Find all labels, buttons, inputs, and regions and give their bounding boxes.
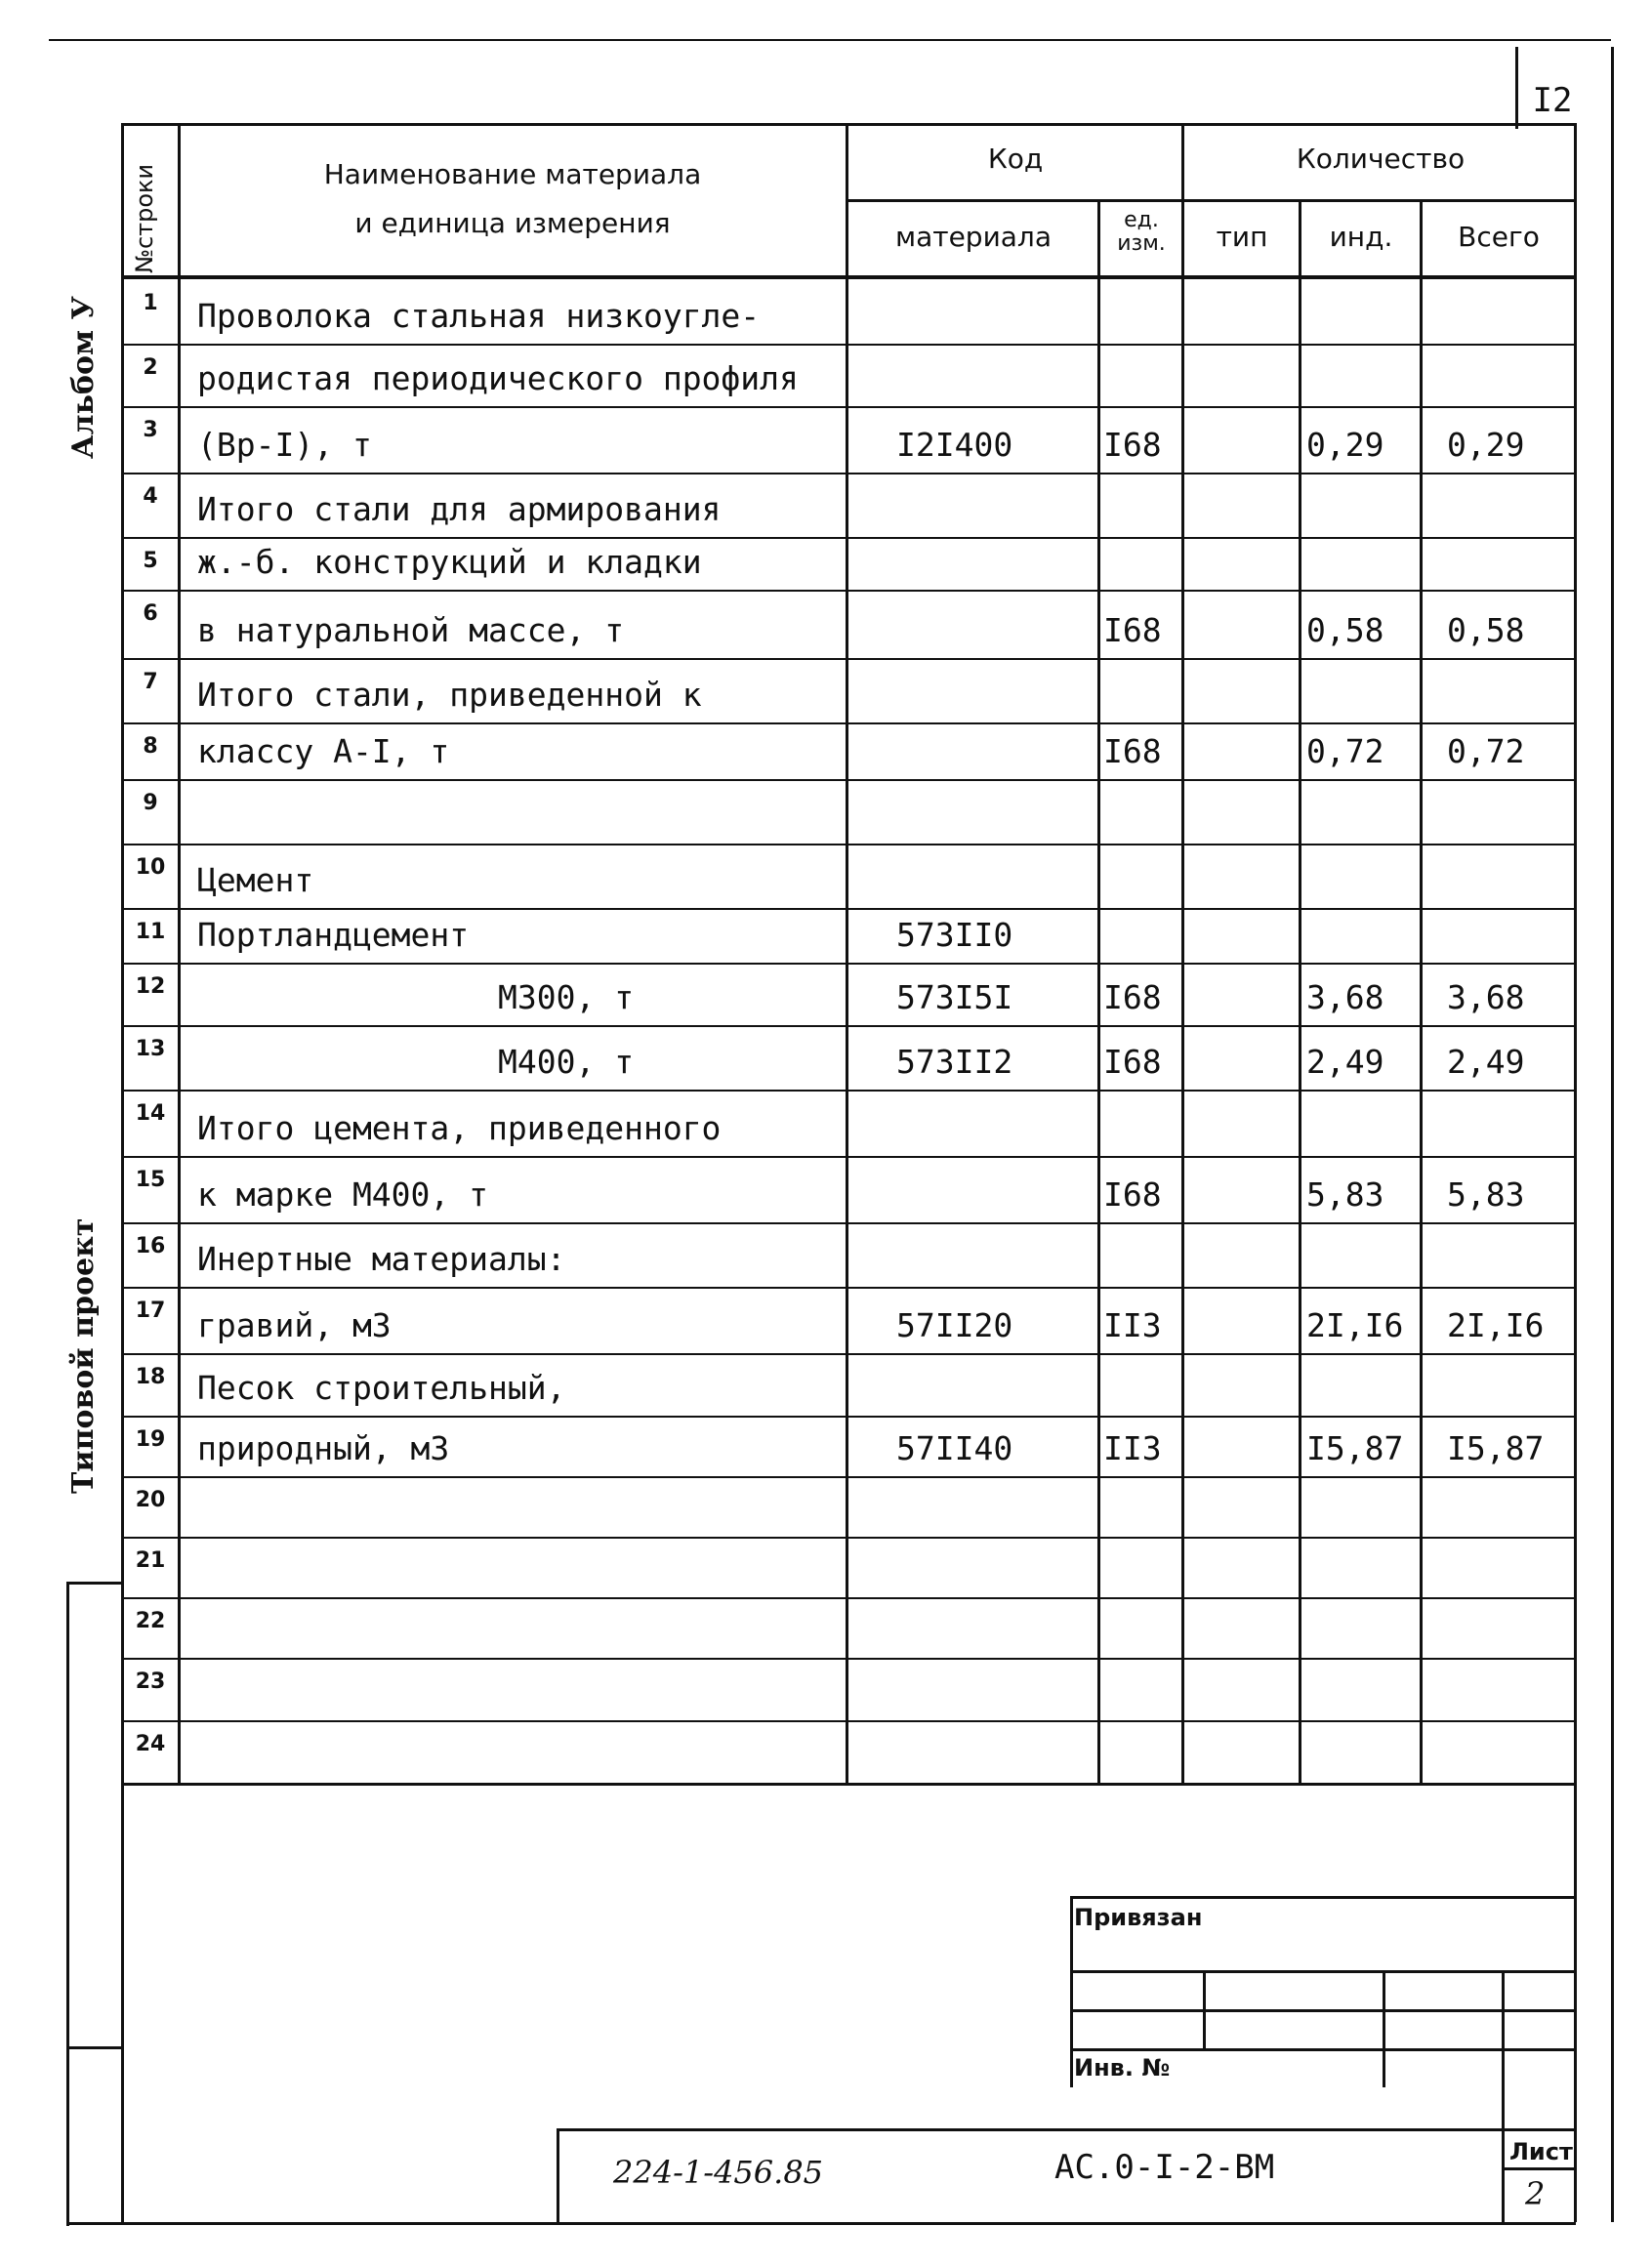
cell-name: Итого цемента, приведенного bbox=[197, 1109, 722, 1147]
row-number: 23 bbox=[135, 1669, 166, 1694]
stamp-attached-label: Привязан bbox=[1074, 1904, 1203, 1931]
sheet-bottom-border bbox=[66, 2222, 1576, 2225]
cell-ind: 0,72 bbox=[1306, 732, 1384, 770]
margin-stub-mid bbox=[66, 2046, 123, 2049]
header-row-number: №строки bbox=[131, 163, 158, 273]
header-qty-ind: инд. bbox=[1329, 221, 1393, 253]
title-block-left bbox=[557, 2128, 559, 2222]
row-separator bbox=[121, 963, 1576, 965]
cell-code: 573I5I bbox=[896, 978, 1013, 1016]
row-number: 16 bbox=[135, 1234, 166, 1258]
row-number: 4 bbox=[143, 484, 158, 509]
stamp-col-3 bbox=[1502, 1970, 1505, 2222]
row-separator bbox=[121, 1476, 1576, 1478]
table-bottom-border bbox=[121, 1783, 1576, 1786]
cell-total: 0,58 bbox=[1447, 611, 1525, 649]
row-separator bbox=[121, 722, 1576, 724]
cell-name: Проволока стальная низкоугле- bbox=[197, 297, 761, 335]
cell-ind: 0,29 bbox=[1306, 426, 1384, 464]
cell-unit: II3 bbox=[1103, 1306, 1162, 1344]
header-subdivider bbox=[846, 199, 1576, 202]
cell-name: Портландцемент bbox=[197, 916, 470, 954]
rownum-column-line bbox=[178, 123, 181, 1783]
row-number: 10 bbox=[135, 855, 166, 880]
cell-unit: I68 bbox=[1103, 732, 1162, 770]
header-qty-total: Всего bbox=[1458, 221, 1540, 253]
cell-code: I2I400 bbox=[896, 426, 1013, 464]
handwritten-number: 224-1-456.85 bbox=[613, 2154, 824, 2191]
side-label-project: Типовой проект bbox=[66, 1217, 101, 1494]
cell-unit: I68 bbox=[1103, 426, 1162, 464]
document-code: АС.0-I-2-ВМ bbox=[1054, 2148, 1275, 2187]
row-number: 8 bbox=[143, 734, 158, 759]
table-right-border bbox=[1574, 123, 1577, 2222]
code-column-line bbox=[846, 123, 848, 1783]
header-qty-group: Количество bbox=[1296, 143, 1466, 175]
row-number: 14 bbox=[135, 1101, 166, 1126]
row-separator bbox=[121, 406, 1576, 408]
cell-name: М300, т bbox=[498, 978, 635, 1016]
cell-ind: 2,49 bbox=[1306, 1043, 1384, 1081]
row-number: 18 bbox=[135, 1365, 166, 1389]
sheet-label-divider bbox=[1502, 2167, 1576, 2170]
row-number: 2 bbox=[143, 355, 158, 380]
stamp-col-2 bbox=[1383, 1970, 1385, 2087]
cell-name: Цемент bbox=[197, 861, 314, 899]
ind-column-line bbox=[1299, 199, 1301, 1783]
cell-name: в натуральной массе, т bbox=[197, 611, 625, 649]
cell-total: I5,87 bbox=[1447, 1429, 1545, 1467]
row-separator bbox=[121, 1222, 1576, 1224]
row-number: 6 bbox=[143, 601, 158, 626]
cell-ind: 2I,I6 bbox=[1306, 1306, 1404, 1344]
cell-name: родистая периодического профиля bbox=[197, 359, 799, 397]
stamp-inv-label: Инв. № bbox=[1074, 2054, 1171, 2082]
row-number: 21 bbox=[135, 1548, 166, 1573]
stamp-line-3 bbox=[1070, 2048, 1576, 2051]
row-number: 15 bbox=[135, 1168, 166, 1192]
row-separator bbox=[121, 344, 1576, 346]
sheet-number: I2 bbox=[1532, 81, 1573, 120]
cell-ind: 0,58 bbox=[1306, 611, 1384, 649]
cell-name: Инертные материалы: bbox=[197, 1240, 566, 1278]
total-column-line bbox=[1420, 199, 1423, 1783]
cell-code: 573II2 bbox=[896, 1043, 1013, 1081]
row-separator bbox=[121, 908, 1576, 910]
table-top-border bbox=[121, 123, 1576, 126]
row-separator bbox=[121, 1156, 1576, 1158]
cell-name: природный, м3 bbox=[197, 1429, 450, 1467]
margin-stub-line bbox=[66, 1582, 69, 2226]
cell-ind: 3,68 bbox=[1306, 978, 1384, 1016]
row-separator bbox=[121, 1025, 1576, 1027]
row-number: 13 bbox=[135, 1037, 166, 1061]
cell-total: 2,49 bbox=[1447, 1043, 1525, 1081]
cell-name: Итого стали для армирования bbox=[197, 490, 722, 528]
row-number: 20 bbox=[135, 1488, 166, 1512]
cell-unit: I68 bbox=[1103, 611, 1162, 649]
row-number: 17 bbox=[135, 1298, 166, 1323]
row-separator bbox=[121, 590, 1576, 592]
row-separator bbox=[121, 537, 1576, 539]
cell-total: 5,83 bbox=[1447, 1175, 1525, 1214]
cell-unit: II3 bbox=[1103, 1429, 1162, 1467]
cell-total: 2I,I6 bbox=[1447, 1306, 1545, 1344]
stamp-col-1 bbox=[1203, 1970, 1206, 2048]
row-separator bbox=[121, 1090, 1576, 1092]
header-bottom-border bbox=[121, 275, 1576, 279]
row-separator bbox=[121, 1287, 1576, 1289]
row-separator bbox=[121, 1537, 1576, 1539]
row-number: 12 bbox=[135, 974, 166, 999]
cell-name: (Вр-I), т bbox=[197, 426, 372, 464]
row-separator bbox=[121, 779, 1576, 781]
cell-name: ж.-б. конструкций и кладки bbox=[197, 543, 702, 581]
stamp-top bbox=[1070, 1896, 1576, 1899]
cell-unit: I68 bbox=[1103, 1043, 1162, 1081]
header-code-unit: ед. изм. bbox=[1117, 208, 1166, 256]
row-number: 5 bbox=[143, 549, 158, 573]
top-border bbox=[49, 39, 1611, 41]
row-separator bbox=[121, 1597, 1576, 1599]
cell-name: Итого стали, приведенной к bbox=[197, 676, 702, 714]
cell-code: 57II20 bbox=[896, 1306, 1013, 1344]
header-code-group: Код bbox=[987, 143, 1044, 175]
cell-name: Песок строительный, bbox=[197, 1369, 566, 1407]
cell-ind: 5,83 bbox=[1306, 1175, 1384, 1214]
cell-unit: I68 bbox=[1103, 1175, 1162, 1214]
row-separator bbox=[121, 844, 1576, 845]
header-code-material: материала bbox=[894, 221, 1052, 253]
cell-total: 0,29 bbox=[1447, 426, 1525, 464]
cell-name: М400, т bbox=[498, 1043, 635, 1081]
row-separator bbox=[121, 1720, 1576, 1722]
row-number: 1 bbox=[143, 291, 158, 315]
side-label-album: Альбом У bbox=[66, 296, 101, 459]
unit-column-line bbox=[1097, 199, 1100, 1783]
row-number: 24 bbox=[135, 1732, 166, 1756]
header-name-line1: Наименование материала bbox=[323, 158, 702, 190]
row-number: 11 bbox=[135, 920, 166, 944]
cell-code: 57II40 bbox=[896, 1429, 1013, 1467]
row-number: 19 bbox=[135, 1427, 166, 1452]
cell-code: 573II0 bbox=[896, 916, 1013, 954]
sheet-number-box-left bbox=[1515, 47, 1518, 129]
row-separator bbox=[121, 1353, 1576, 1355]
row-separator bbox=[121, 1658, 1576, 1660]
row-separator bbox=[121, 473, 1576, 474]
sheet-value: 2 bbox=[1525, 2175, 1546, 2212]
sheet-label: Лист bbox=[1509, 2138, 1573, 2165]
cell-name: гравий, м3 bbox=[197, 1306, 392, 1344]
cell-ind: I5,87 bbox=[1306, 1429, 1404, 1467]
sheet-right-border bbox=[1611, 47, 1614, 2222]
row-number: 22 bbox=[135, 1609, 166, 1633]
row-number: 3 bbox=[143, 418, 158, 442]
row-number: 9 bbox=[143, 791, 158, 815]
typ-column-line bbox=[1181, 123, 1184, 1783]
row-separator bbox=[121, 658, 1576, 660]
cell-unit: I68 bbox=[1103, 978, 1162, 1016]
cell-total: 0,72 bbox=[1447, 732, 1525, 770]
header-name-line2: и единица измерения bbox=[354, 207, 671, 239]
cell-name: к марке М400, т bbox=[197, 1175, 489, 1214]
stamp-left bbox=[1070, 1896, 1073, 2087]
cell-total: 3,68 bbox=[1447, 978, 1525, 1016]
row-separator bbox=[121, 1416, 1576, 1418]
margin-stub-top bbox=[66, 1582, 123, 1585]
stamp-line-2 bbox=[1070, 2009, 1576, 2012]
row-number: 7 bbox=[143, 670, 158, 694]
cell-name: классу А-I, т bbox=[197, 732, 450, 770]
title-block-top bbox=[557, 2128, 1576, 2131]
header-qty-typ: тип bbox=[1216, 221, 1268, 253]
stamp-line-1 bbox=[1070, 1970, 1576, 1973]
